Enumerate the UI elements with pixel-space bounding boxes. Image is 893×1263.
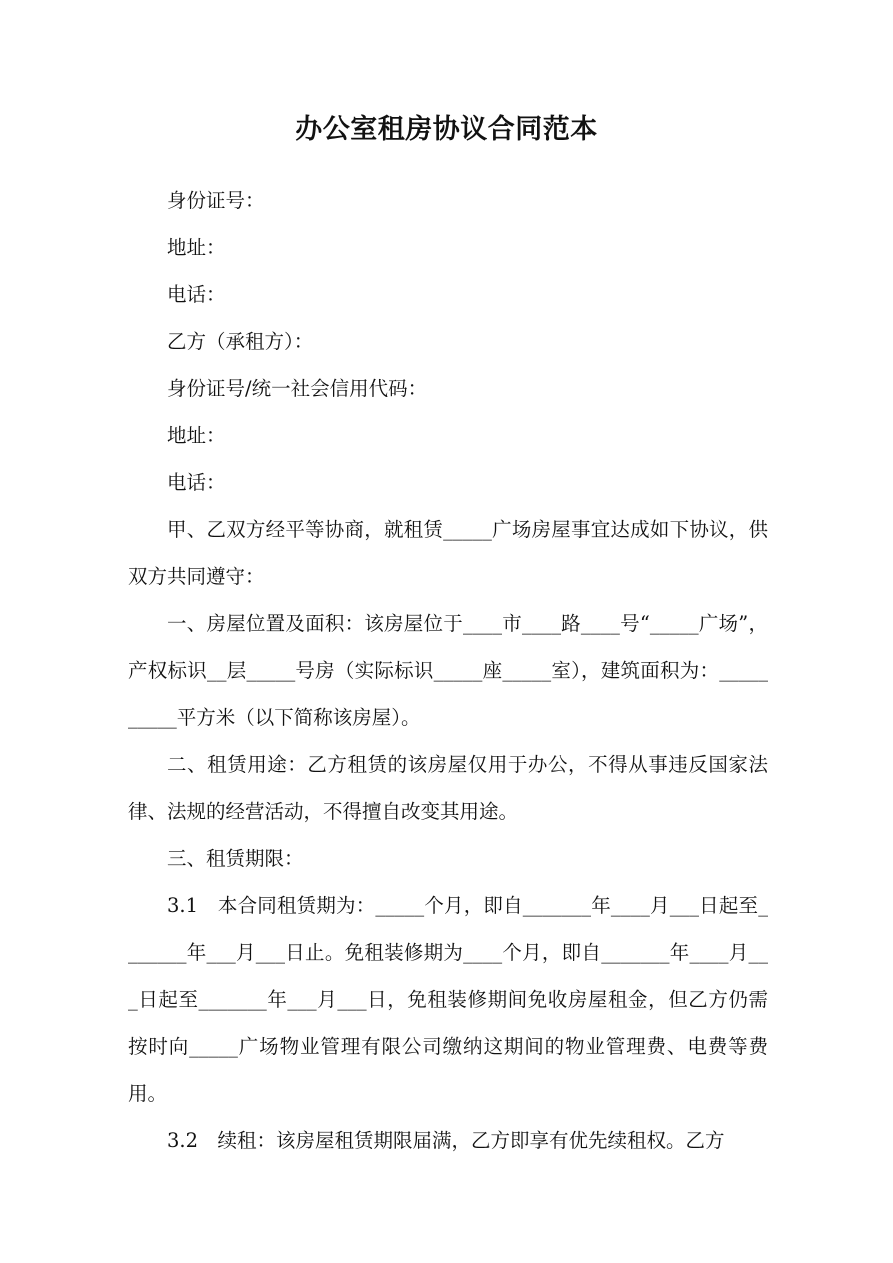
id-number-line: 身份证号： [167, 189, 265, 212]
section-1-paragraph: 一、房屋位置及面积：该房屋位于____市____路____号“_____广场”，产权标识__层_____号房（实际标识_____座_____室），建筑面积为：__________平方米（以下简称该房屋）。 [128, 612, 768, 729]
party-b-id-line: 身份证号/统一社会信用代码： [167, 377, 428, 400]
party-b-phone-line: 电话： [167, 471, 226, 494]
phone-line: 电话： [167, 283, 226, 306]
section-3-1-paragraph: 3.1 本合同租赁期为：_____个月，即自_______年____月___日起至_______年___月___日止。免租装修期为____个月，即自_______年____月___日起至_______年___月___日，免租装修期间免收房屋租金，但乙方仍需按时向_____广场物业管理有限公司缴纳这期间的物业管理费、电费等费用。 [128, 894, 768, 1105]
section-3-2-paragraph: 3.2 续租：该房屋租赁期限届满，乙方即享有优先续租权。乙方 [167, 1129, 725, 1152]
address-line: 地址： [167, 236, 226, 259]
party-b-address-line: 地址： [167, 424, 226, 447]
agreement-intro-paragraph: 甲、乙双方经平等协商，就租赁_____广场房屋事宜达成如下协议，供双方共同遵守： [128, 518, 768, 588]
section-2-paragraph: 二、租赁用途：乙方租赁的该房屋仅用于办公，不得从事违反国家法律、法规的经营活动，不得擅自改变其用途。 [128, 753, 768, 823]
party-b-line: 乙方（承租方）： [167, 330, 314, 353]
document-body [128, 177, 768, 1164]
document-title: 办公室租房协议合同范本 [295, 114, 598, 145]
section-3-heading: 三、租赁期限： [167, 847, 304, 870]
